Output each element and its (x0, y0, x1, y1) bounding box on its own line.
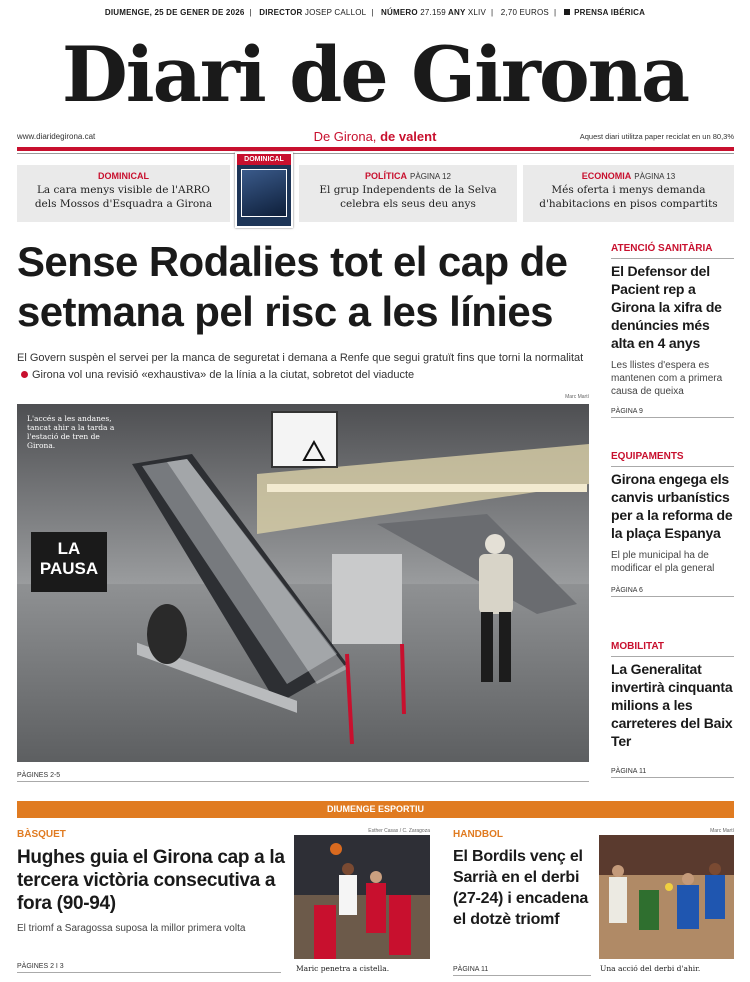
dominical-cover-thumbnail[interactable]: DOMINICAL (235, 152, 293, 228)
website-link[interactable]: www.diaridegirona.cat (17, 132, 96, 141)
main-lede: El Govern suspèn el servei per la manca de seguretat i demana a Renfe que segui gratuït fins que torni la normalitatGirona vol una revisió «exhaustiva» de la línia a la ciutat, sobretot del viaducte (17, 352, 584, 381)
basket-story[interactable]: BÀSQUET Hughes guia el Girona cap a la tercera victòria consecutiva a fora (90-94) El triomf a Saragossa suposa la millor primera volta (17, 829, 285, 934)
cover-photo-icon (241, 169, 287, 217)
director-name: JOSEP CALLOL (304, 8, 367, 17)
basket-photo-credit: Esther Casas / C. Zaragoza (368, 828, 430, 834)
basket-illustration (294, 835, 430, 959)
promo-economia[interactable]: ECONOMIA PÀGINA 13 Més oferta i menys demanda d'habitacions en pisos compartits (523, 165, 734, 222)
group-icon (564, 9, 570, 15)
photo-credit: Marc Martí (565, 394, 589, 400)
masthead-rule (17, 147, 734, 151)
bullet-icon (21, 371, 28, 378)
sidebar-story-1[interactable]: ATENCIÓ SANITÀRIA El Defensor del Pacient rep a Girona la xifra de denúncies més alta en 4 anys Les llistes d'espera es mantenen com a primera causa de queixa PÀGINA 9 (611, 243, 734, 418)
station-illustration (17, 404, 589, 762)
promo-politica[interactable]: POLÍTICA PÀGINA 12 El grup Independents de la Selva celebra els seus deu anys (299, 165, 517, 222)
promo-dominical[interactable]: DOMINICAL La cara menys visible de l'ARRO dels Mossos d'Esquadra a Girona (17, 165, 230, 222)
handball-photo-credit: Marc Martí (710, 828, 734, 834)
handball-caption: Una acció del derbi d'ahir. (600, 964, 701, 973)
sidebar-story-3[interactable]: MOBILITAT La Generalitat invertirà cinquanta milions a les carreteres del Baix Ter PÀGINA 11 (611, 641, 734, 778)
basket-pages[interactable]: PÀGINES 2 I 3 (17, 963, 64, 970)
main-headline[interactable]: Sense Rodalies tot el cap de setmana pel risc a les línies (17, 238, 568, 335)
handball-page[interactable]: PÀGINA 11 (453, 966, 489, 973)
issue-meta: DIUMENGE, 25 DE GENER DE 2026 | DIRECTOR JOSEP CALLOL | NÚMERO 27.159 ANY XLIV | 2,70 EUROS | PRENSA IBÉRICA (104, 8, 646, 17)
recycle-note: Aquest diari utilitza paper reciclat en un 80,3% (579, 132, 734, 141)
handball-story[interactable]: HANDBOL El Bordils venç el Sarrià en el derbi (27-24) i encadena el dotzè triomf (453, 829, 589, 928)
poster-title: LA PAUSA (39, 539, 99, 578)
handball-illustration (599, 835, 734, 959)
handball-photo[interactable] (599, 835, 734, 959)
sidebar-story-2[interactable]: EQUIPAMENTS Girona engega els canvis urbanístics per a la reforma de la plaça Espanya El ple municipal ha de modificar el pla general PÀGINA 6 (611, 451, 734, 597)
slogan: De Girona, de valent (313, 129, 437, 144)
issue-year: XLIV (467, 8, 486, 17)
issue-number: 27.159 (420, 8, 446, 17)
main-pages[interactable]: PÀGINES 2-5 (17, 772, 61, 779)
photo-caption: L'accés a les andanes, tancat ahir a la tarda a l'estació de tren de Girona. (27, 414, 115, 450)
publisher-group: PRENSA IBÉRICA (574, 8, 646, 17)
issue-date: DIUMENGE, 25 DE GENER DE 2026 (104, 8, 245, 17)
basket-caption: Maric penetra a cistella. (296, 964, 390, 973)
basket-photo[interactable] (294, 835, 430, 959)
masthead-rule-thin (17, 153, 734, 154)
main-divider (17, 781, 589, 782)
main-photo[interactable] (17, 404, 589, 762)
sports-band[interactable]: DIUMENGE ESPORTIU (17, 801, 734, 818)
masthead-title: Diari de Girona (61, 30, 689, 119)
issue-price: 2,70 EUROS (500, 8, 549, 17)
